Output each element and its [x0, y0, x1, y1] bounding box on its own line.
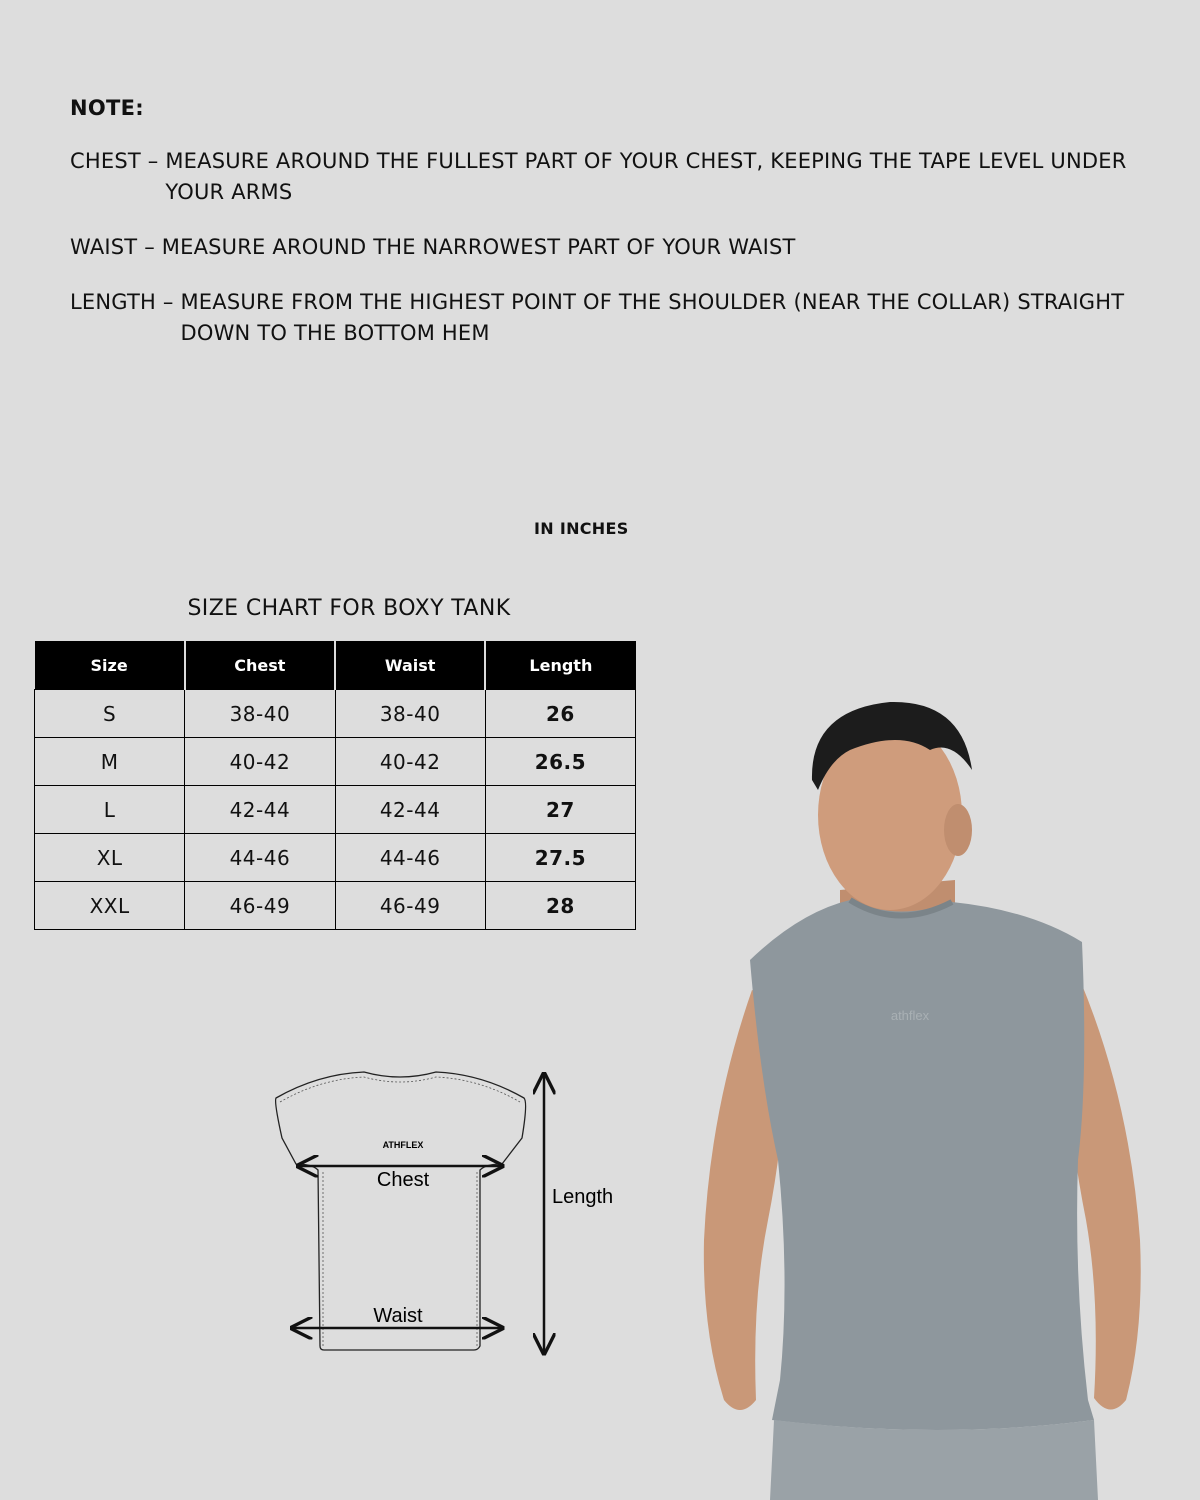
size-chart-title: SIZE CHART FOR BOXY TANK: [187, 596, 511, 621]
notes-section: [70, 96, 1180, 373]
note-term: LENGTH –: [70, 290, 181, 314]
chest-label: Chest: [376, 1169, 430, 1191]
cell-size: L: [35, 786, 185, 834]
table-row: [35, 786, 636, 834]
diagram-brand: ATHFLEX: [382, 1140, 424, 1150]
table-header-row: [35, 641, 636, 690]
cell-waist: 38-40: [335, 690, 485, 738]
note-description: MEASURE AROUND THE FULLEST PART OF YOUR CHEST, KEEPING THE TAPE LEVEL UNDER YOUR ARMS: [165, 149, 1127, 204]
size-table: [34, 641, 636, 930]
waist-label: Waist: [373, 1305, 423, 1327]
header-length: Length: [485, 641, 635, 690]
cell-size: M: [35, 738, 185, 786]
model-shorts: [770, 1420, 1098, 1500]
note-heading: NOTE:: [70, 96, 144, 120]
note-term: CHEST –: [70, 149, 166, 173]
header-chest: Chest: [185, 641, 335, 690]
table-row: [35, 882, 636, 930]
cell-chest: 40-42: [185, 738, 335, 786]
cell-length: 27.5: [485, 834, 635, 882]
cell-waist: 40-42: [335, 738, 485, 786]
table-row: [35, 690, 636, 738]
note-description: MEASURE AROUND THE NARROWEST PART OF YOUR WAIST: [161, 235, 796, 259]
note-chest: [70, 146, 1180, 208]
note-term: WAIST –: [70, 235, 162, 259]
shirt-logo: athflex: [890, 1008, 930, 1023]
table-row: [35, 834, 636, 882]
cell-size: XXL: [35, 882, 185, 930]
measurement-diagram: [260, 1060, 660, 1370]
cell-size: XL: [35, 834, 185, 882]
cell-waist: 44-46: [335, 834, 485, 882]
note-waist: [70, 232, 1180, 263]
cell-length: 26.5: [485, 738, 635, 786]
cell-chest: 38-40: [185, 690, 335, 738]
header-size: Size: [35, 641, 185, 690]
cell-length: 28: [485, 882, 635, 930]
cell-chest: 44-46: [185, 834, 335, 882]
length-label: Length: [552, 1186, 614, 1208]
cell-chest: 42-44: [185, 786, 335, 834]
note-description: MEASURE FROM THE HIGHEST POINT OF THE SHOULDER (NEAR THE COLLAR) STRAIGHT DOWN TO THE BOTTOM HEM: [180, 290, 1125, 345]
model-photo: [690, 680, 1200, 1500]
header-waist: Waist: [335, 641, 485, 690]
cell-length: 27: [485, 786, 635, 834]
cell-waist: 46-49: [335, 882, 485, 930]
note-length: [70, 287, 1180, 349]
table-row: [35, 738, 636, 786]
cell-waist: 42-44: [335, 786, 485, 834]
cell-length: 26: [485, 690, 635, 738]
units-label: IN INCHES: [534, 519, 629, 538]
cell-chest: 46-49: [185, 882, 335, 930]
cell-size: S: [35, 690, 185, 738]
model-tank-top: [750, 900, 1094, 1430]
